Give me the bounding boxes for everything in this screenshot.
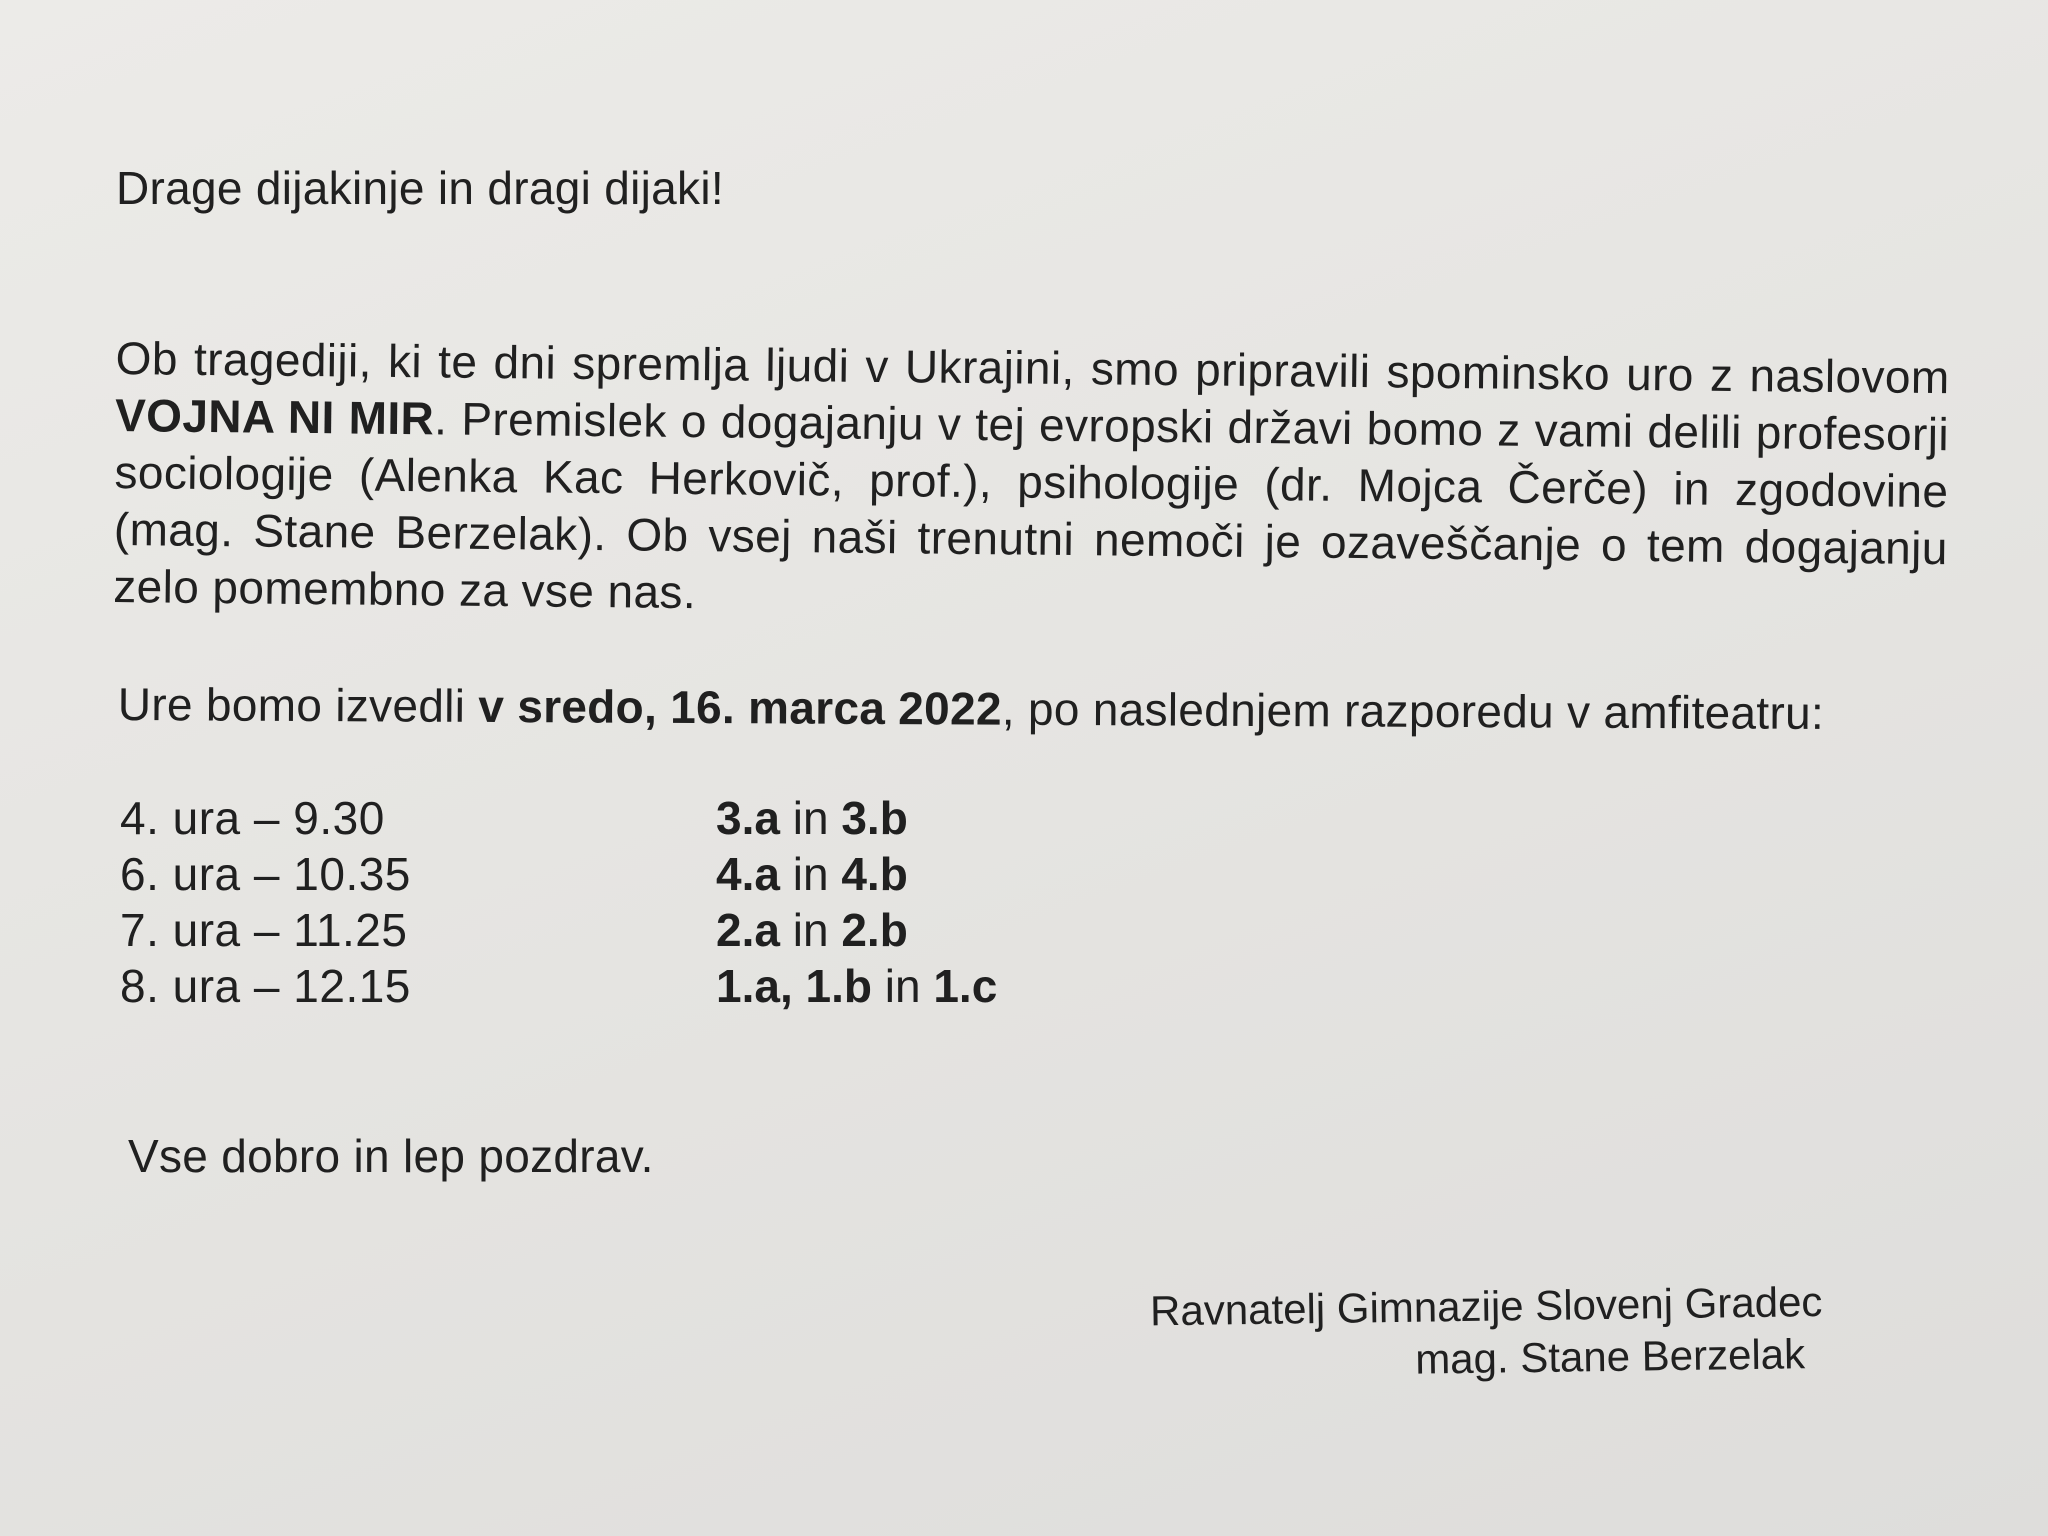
class-separator: in bbox=[779, 848, 842, 900]
class-label: 2.b bbox=[841, 904, 908, 956]
class-label: 1.c bbox=[933, 960, 998, 1012]
class-separator: in bbox=[779, 792, 842, 844]
signature-name: mag. Stane Berzelak bbox=[1414, 1330, 1806, 1383]
schedule-time: 6. ura – 10.35 bbox=[120, 848, 411, 900]
schedule-classes bbox=[716, 902, 908, 958]
event-date: v sredo, 16. marca 2022 bbox=[478, 679, 1002, 735]
schedule-time: 7. ura – 11.25 bbox=[120, 904, 408, 956]
paragraph-part-2: . Premislek o dogajanju v tej evropski državi bomo z vami delili profesorji sociologije (Alenka Kac Herkovič, prof.), psihologije (dr. Mojca Čerče) in zgodovine (mag. Stane Berzelak). Ob vsej naši trenutni nemoči je ozaveščanje o tem dogajanju zelo pomembno za vse nas. bbox=[113, 392, 1950, 619]
schedule-intro bbox=[118, 676, 1824, 741]
schedule-time: 8. ura – 12.15 bbox=[120, 960, 411, 1012]
schedule-time: 4. ura – 9.30 bbox=[120, 792, 385, 844]
main-paragraph bbox=[113, 330, 1950, 634]
signature-role: Ravnatelj Gimnazije Slovenj Gradec bbox=[1149, 1277, 1823, 1335]
schedule-classes bbox=[716, 790, 908, 846]
class-label: 4.b bbox=[841, 848, 908, 900]
signature-block bbox=[1082, 1276, 1823, 1390]
class-label: 1.a, 1.b bbox=[716, 960, 872, 1012]
schedule-intro-part-2: , po naslednjem razporedu v amfiteatru: bbox=[1001, 682, 1825, 739]
class-label: 4.a bbox=[716, 848, 780, 900]
class-label: 3.a bbox=[716, 792, 780, 844]
schedule-classes bbox=[716, 958, 997, 1014]
greeting: Drage dijakinje in dragi dijaki! bbox=[116, 162, 724, 214]
schedule-intro-part-1: Ure bomo izvedli bbox=[117, 678, 479, 732]
class-label: 2.a bbox=[716, 904, 780, 956]
class-separator: in bbox=[779, 904, 842, 956]
event-title: VOJNA NI MIR bbox=[114, 388, 435, 445]
schedule-classes bbox=[716, 846, 908, 902]
paragraph-part-1: Ob tragediji, ki te dni spremlja ljudi v Ukrajini, smo pripravili spominsko uro z naslovom bbox=[115, 331, 1950, 404]
class-separator: in bbox=[871, 960, 934, 1012]
closing-line: Vse dobro in lep pozdrav. bbox=[128, 1130, 654, 1182]
class-label: 3.b bbox=[841, 792, 908, 844]
